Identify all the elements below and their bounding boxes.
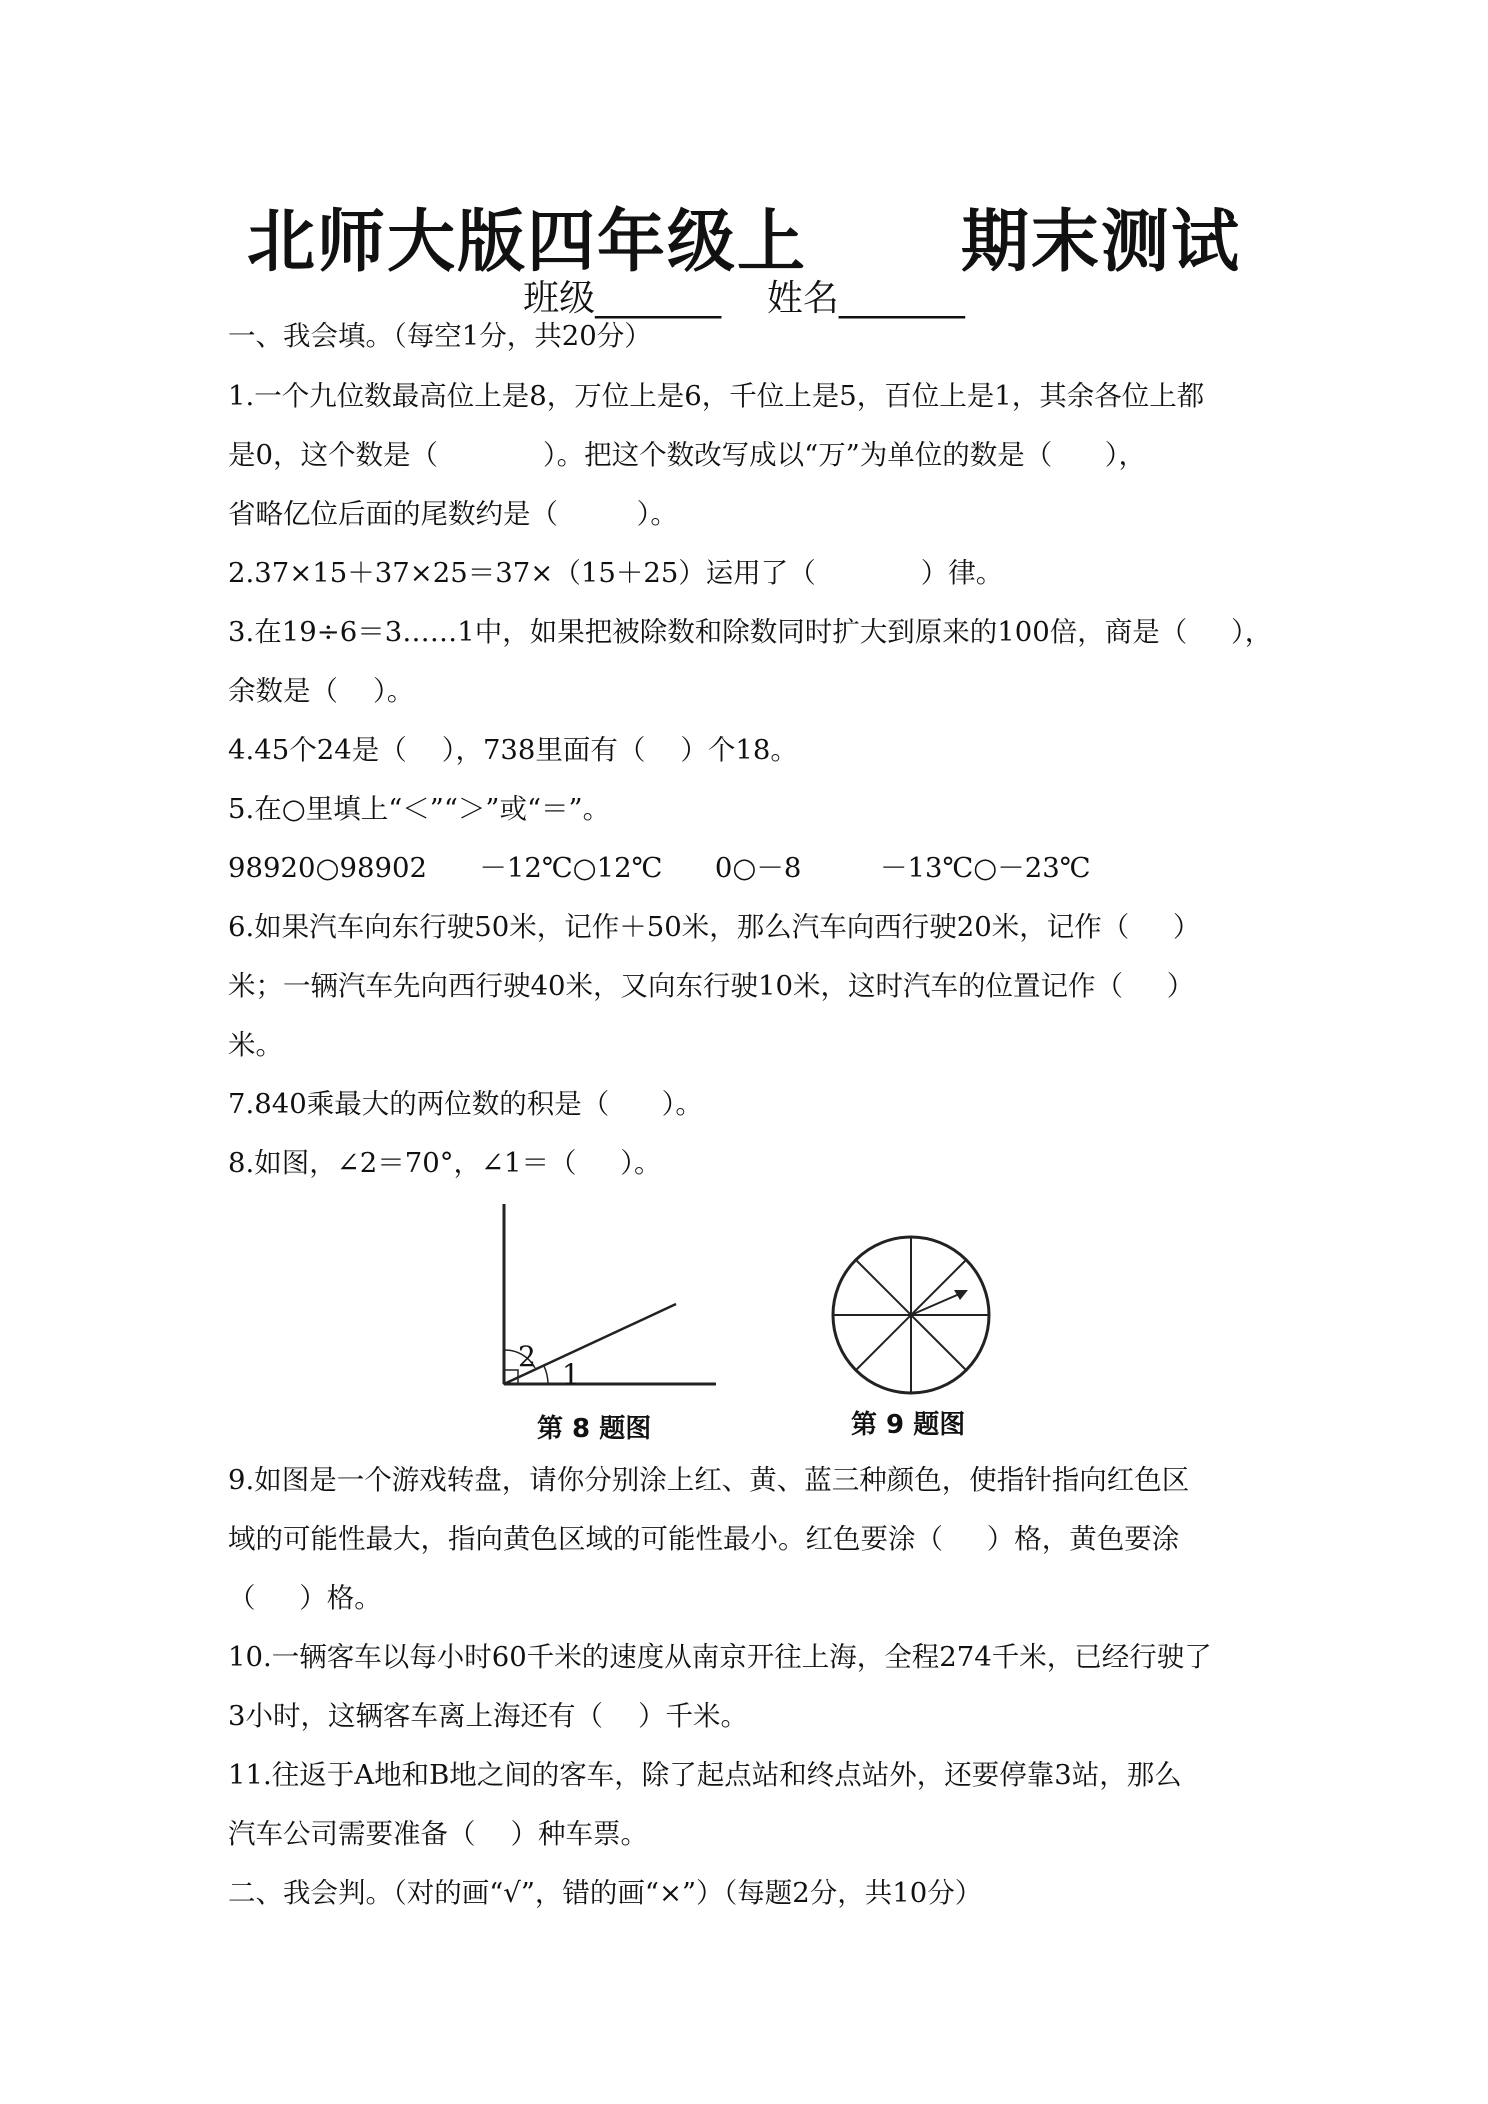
question-line: 省略亿位后面的尾数约是（ ）。: [228, 498, 678, 530]
angle-1-label: 1: [562, 1358, 580, 1391]
question-line: 11.往返于A地和B地之间的客车，除了起点站和终点站外，还要停靠3站，那么: [228, 1759, 1182, 1791]
question-line: 9.如图是一个游戏转盘，请你分别涂上红、黄、蓝三种颜色，使指针指向红色区: [228, 1464, 1190, 1496]
question-line: 3小时，这辆客车离上海还有（ ）千米。: [228, 1700, 748, 1732]
question-line: 5.在○里填上“＜”“＞”或“＝”。: [228, 793, 611, 825]
question-line: 汽车公司需要准备（ ）种车票。: [228, 1818, 648, 1850]
question-line: 2.37×15＋37×25＝37×（15＋25）运用了（ ）律。: [228, 557, 1004, 589]
question-line: 1.一个九位数最高位上是8，万位上是6，千位上是5，百位上是1，其余各位上都: [228, 380, 1205, 412]
figure-9-spinner: [826, 1230, 996, 1400]
figure-9-caption: 第 9 题图: [851, 1410, 966, 1440]
question-line: 3.在19÷6＝3……1中，如果把被除数和除数同时扩大到原来的100倍，商是（ ），: [228, 616, 1273, 648]
question-line: 余数是（ ）。: [228, 675, 415, 707]
figure-8-caption: 第 8 题图: [537, 1414, 652, 1444]
question-line: （ ）格。: [228, 1582, 382, 1614]
class-name-field: 班级_______ 姓名_______: [523, 278, 965, 319]
question-line: 6.如果汽车向东行驶50米，记作＋50米，那么汽车向西行驶20米，记作（ ）: [228, 911, 1201, 943]
question-line: 域的可能性最大，指向黄色区域的可能性最小。红色要涂（ ）格，黄色要涂: [228, 1523, 1180, 1555]
page-title: 北师大版四年级上 期末测试: [246, 203, 1242, 282]
question-line: 米；一辆汽车先向西行驶40米，又向东行驶10米，这时汽车的位置记作（ ）: [228, 970, 1195, 1002]
question-line: 8.如图，∠2＝70°，∠1＝（ ）。: [228, 1147, 662, 1179]
question-line: 4.45个24是（ ），738里面有（ ）个18。: [228, 734, 798, 766]
question-line: 10.一辆客车以每小时60千米的速度从南京开往上海，全程274千米，已经行驶了: [228, 1641, 1212, 1673]
question-line: 是0，这个数是（ ）。把这个数改写成以“万”为单位的数是（ ），: [228, 439, 1146, 471]
question-line: 98920○98902 －12℃○12℃ 0○－8 －13℃○－23℃: [228, 852, 1091, 884]
angle-2-label: 2: [518, 1340, 536, 1373]
question-line: 米。: [228, 1029, 283, 1061]
question-line: 7.840乘最大的两位数的积是（ ）。: [228, 1088, 703, 1120]
section-2-heading: 二、我会判。（对的画“√”，错的画“×”）（每题2分，共10分）: [228, 1877, 983, 1909]
section-1-heading: 一、我会填。（每空1分，共20分）: [228, 320, 652, 352]
